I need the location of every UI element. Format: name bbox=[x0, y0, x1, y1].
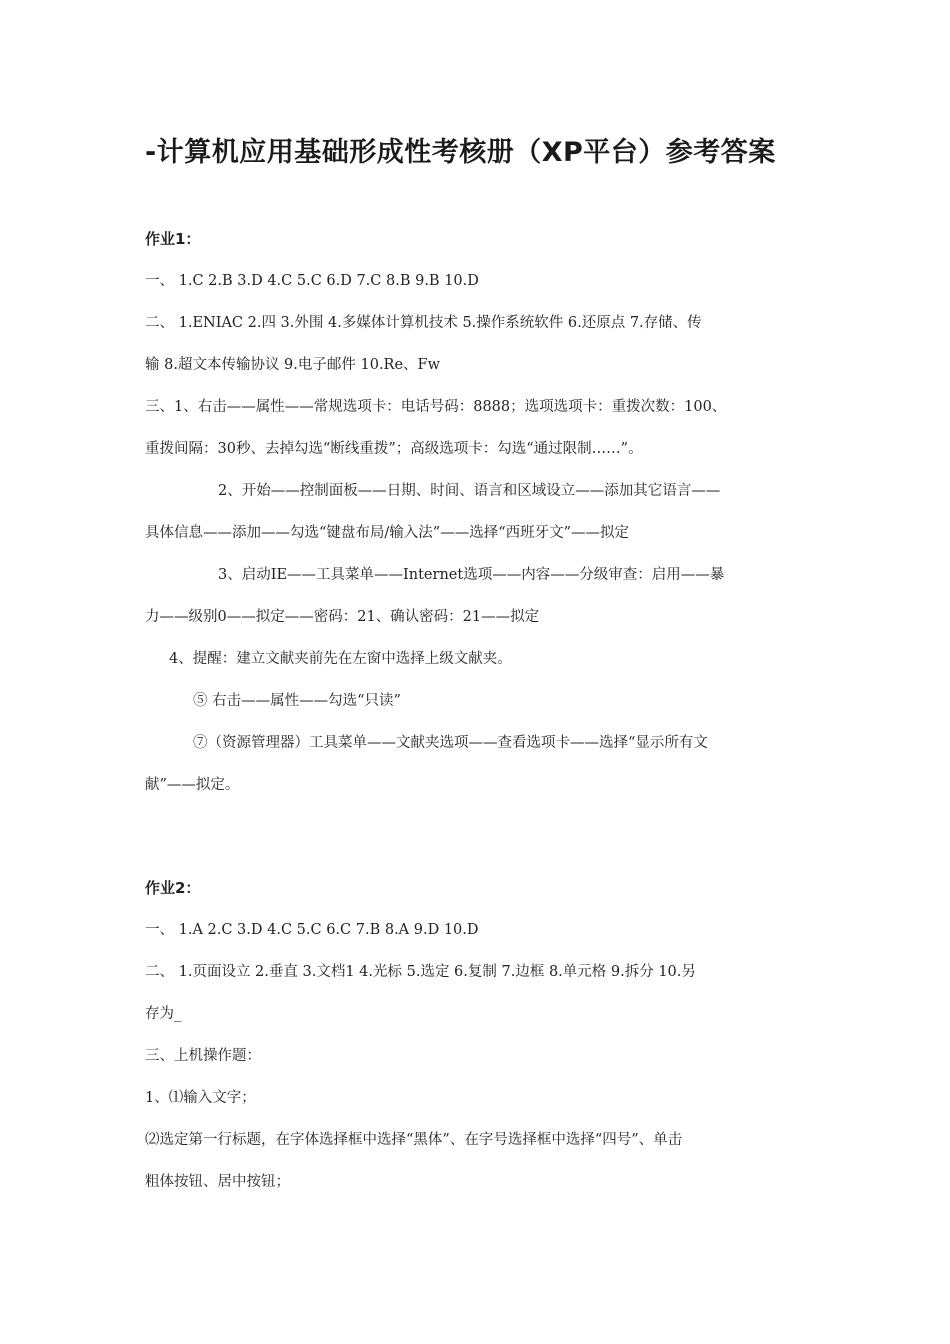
hw1-line: 4、提醒：建立文献夹前先在左窗中选择上级文献夹。 bbox=[169, 651, 512, 667]
document-body bbox=[145, 218, 810, 1203]
hw2-line: 二、 1.页面设立 2.垂直 3.文档1 4.光标 5.选定 6.复制 7.边框 8.单元格 9.拆分 10.另 bbox=[145, 964, 696, 980]
hw1-heading: 作业1： bbox=[145, 230, 201, 248]
hw1-line: 献”——拟定。 bbox=[145, 777, 240, 793]
hw1-line: ⑤ 右击——属性——勾选“只读” bbox=[193, 693, 401, 709]
hw1-line: 2、开始——控制面板——日期、时间、语言和区域设立——添加其它语言—— bbox=[218, 483, 721, 499]
hw1-line: 力——级别0——拟定——密码：21、确认密码：21——拟定 bbox=[145, 609, 540, 625]
hw2-line: ⑵选定第一行标题，在字体选择框中选择“黑体”、在字号选择框中选择“四号”、单击 bbox=[145, 1132, 683, 1148]
hw2-line: 三、上机操作题： bbox=[145, 1048, 261, 1064]
hw1-line: 三、1、右击——属性——常规选项卡：电话号码：8888；选项选项卡：重拨次数：100、 bbox=[145, 399, 727, 415]
hw1-line: 一、 1.C 2.B 3.D 4.C 5.C 6.D 7.C 8.B 9.B 10.D bbox=[145, 273, 479, 289]
hw1-line: ⑦（资源管理器）工具菜单——文献夹选项——查看选项卡——选择“显示所有文 bbox=[193, 735, 708, 751]
hw2-line: 一、 1.A 2.C 3.D 4.C 5.C 6.C 7.B 8.A 9.D 10.D bbox=[145, 922, 479, 938]
hw2-line: 1、⑴输入文字； bbox=[145, 1090, 256, 1106]
hw1-line: 二、 1.ENIAC 2.四 3.外围 4.多媒体计算机技术 5.操作系统软件 6.还原点 7.存储、传 bbox=[145, 315, 702, 331]
hw1-line: 重拨间隔：30秒、去掉勾选“断线重拨”；高级选项卡：勾选“通过限制……”。 bbox=[145, 441, 643, 457]
hw2-line: 粗体按钮、居中按钮； bbox=[145, 1174, 290, 1190]
hw2-heading: 作业2： bbox=[145, 879, 201, 897]
section-gap bbox=[145, 806, 810, 867]
hw1-line: 具体信息——添加——勾选“键盘布局/输入法”——选择“西班牙文”——拟定 bbox=[145, 525, 630, 541]
hw1-line: 3、启动IE——工具菜单——Internet选项——内容——分级审查：启用——暴 bbox=[218, 567, 725, 583]
hw2-line: 存为_ bbox=[145, 1006, 182, 1022]
page-title: -计算机应用基础形成性考核册（XP平台）参考答案 bbox=[145, 137, 776, 168]
hw1-line: 输 8.超文本传输协议 9.电子邮件 10.Re、Fw bbox=[145, 357, 441, 373]
